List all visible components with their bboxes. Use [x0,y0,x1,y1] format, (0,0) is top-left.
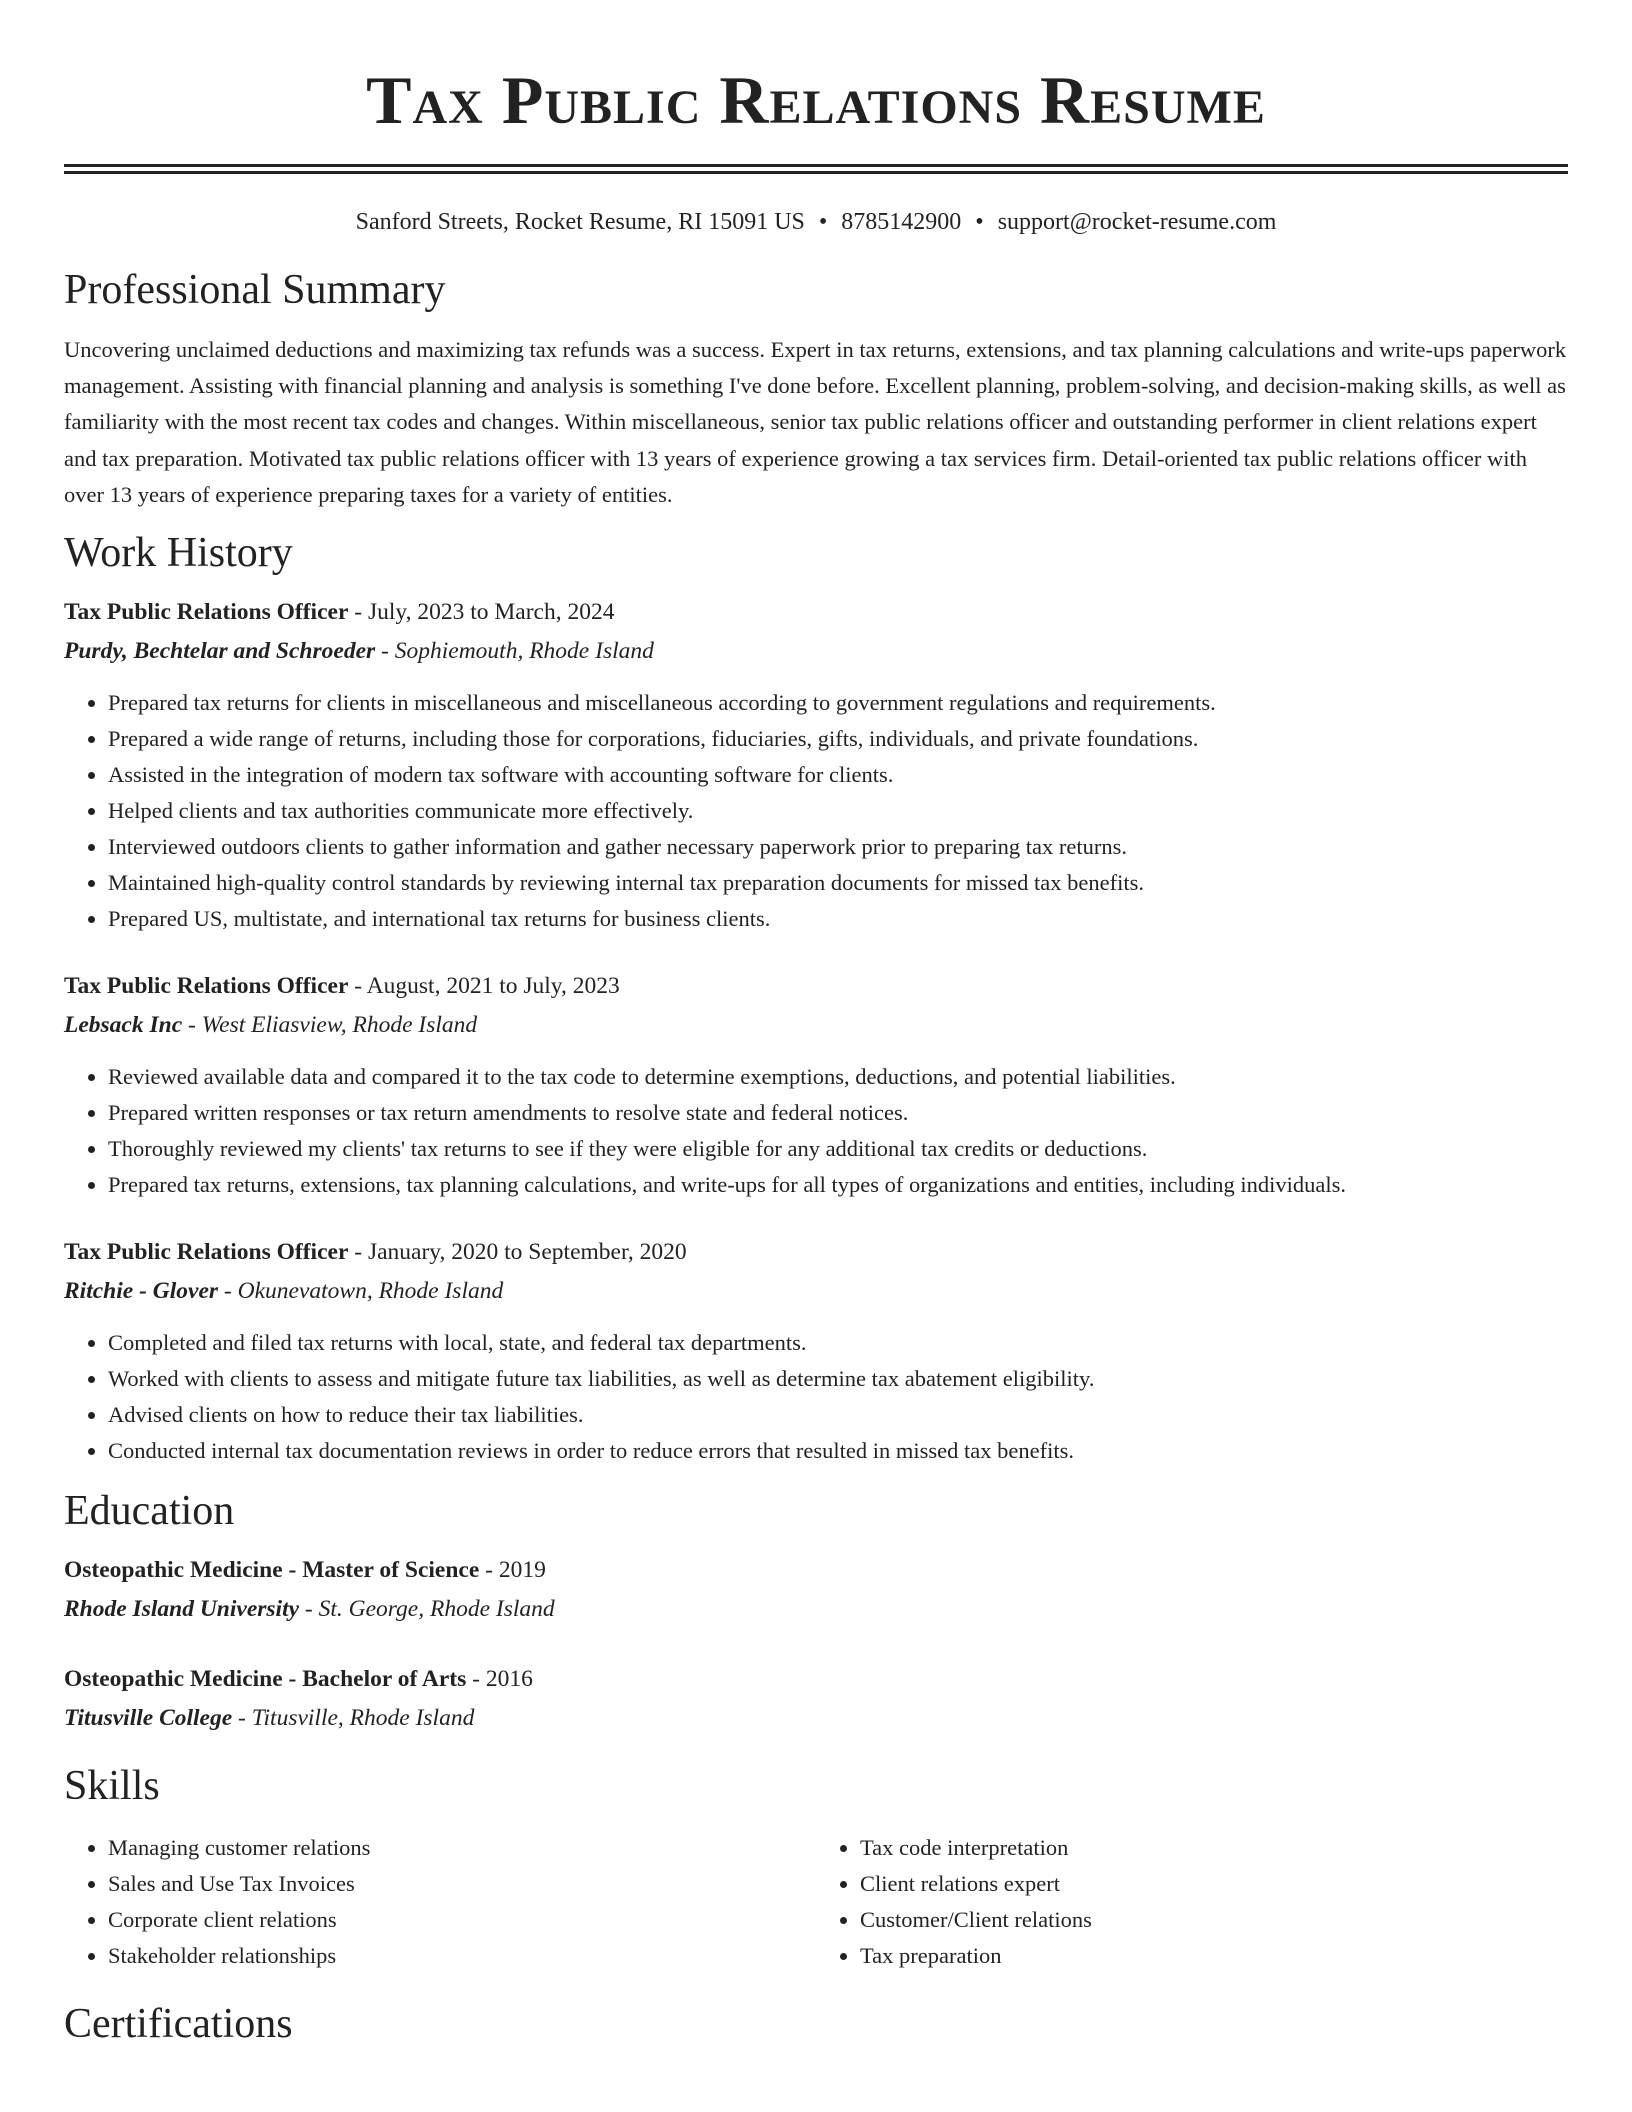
skill-item: • Sales and Use Tax Invoices [108,1866,816,1902]
certifications-heading: Certifications [64,2001,293,2048]
title-double-rule [64,164,1568,174]
job-bullet: • Maintained high-quality control standards by reviewing internal tax preparation documents for missed tax benefits. [108,865,1568,901]
job-header [64,967,1568,1006]
education-entry [64,1660,1568,1738]
job-bullets [64,1325,1568,1469]
job-bullet: • Interviewed outdoors clients to gather information and gather necessary paperwork prior to preparing tax returns. [108,829,1568,865]
job-bullet: • Prepared tax returns, extensions, tax planning calculations, and write-ups for all types of organizations and entities, including individuals. [108,1167,1568,1203]
job-bullet: • Prepared a wide range of returns, including those for corporations, fiduciaries, gifts, individuals, and private foundations. [108,721,1568,757]
job-bullet: • Advised clients on how to reduce their tax liabilities. [108,1397,1568,1433]
skills-column-left [64,1830,816,1974]
skills-section [64,1758,1568,1974]
job-dates: - January, 2020 to September, 2020 [348,1239,687,1266]
job-bullet: • Helped clients and tax authorities communicate more effectively. [108,793,1568,829]
education-school-line [64,1699,1568,1738]
skill-item: • Tax preparation [860,1938,1568,1974]
skills-grid [64,1830,1568,1974]
job-company: Lebsack Inc [64,1012,183,1039]
education-header [64,1551,1568,1590]
skill-item: • Managing customer relations [108,1830,816,1866]
job-entry [64,1233,1568,1469]
skill-item: • Corporate client relations [108,1902,816,1938]
job-bullet: • Worked with clients to assess and mitigate future tax liabilities, as well as determine tax abatement eligibility. [108,1361,1568,1397]
work-history-heading: Work History [64,530,293,577]
summary-heading: Professional Summary [64,267,446,313]
job-company-line [64,1272,1568,1311]
education-degree: Osteopathic Medicine - Master of Science [64,1557,480,1584]
contact-separator: • [975,209,984,235]
summary-text: Uncovering unclaimed deductions and maximizing tax refunds was a success. Expert in tax returns, extensions, and tax planning calculations and write-ups paperwork management. Assisting with financial planning and analysis is something I've done before. Excellent planning, problem-solving, and decision-making skills, as well as familiarity with the most recent tax codes and changes. Within miscellaneous, senior tax public relations officer and outstanding performer in client relations expert and tax preparation. Motivated tax public relations officer with 13 years of experience growing a tax services firm. Detail-oriented tax public relations officer with over 13 years of experience preparing taxes for a variety of entities. [64,337,1567,507]
contact-address: Sanford Streets, Rocket Resume, RI 15091 US [355,209,805,235]
job-dates: - July, 2023 to March, 2024 [348,599,615,626]
job-company: Purdy, Bechtelar and Schroeder [64,638,376,665]
skill-item: • Customer/Client relations [860,1902,1568,1938]
education-location: - St. George, Rhode Island [299,1596,555,1623]
job-bullet: • Prepared tax returns for clients in miscellaneous and miscellaneous according to government regulations and requirements. [108,685,1568,721]
contact-separator: • [818,209,828,235]
job-company-line [64,1006,1568,1045]
skill-item: • Tax code interpretation [860,1830,1568,1866]
education-section [64,1483,1568,1738]
skills-column-right [816,1830,1568,1974]
job-dates: - August, 2021 to July, 2023 [348,973,620,1000]
job-bullet: • Thoroughly reviewed my clients' tax returns to see if they were eligible for any additional tax credits or deductions. [108,1131,1568,1167]
job-header [64,593,1568,632]
contact-line [64,206,1568,238]
job-bullet: • Prepared written responses or tax return amendments to resolve state and federal notices. [108,1095,1568,1131]
summary-section [64,262,1568,513]
job-entry [64,593,1568,937]
work-history-section [64,525,1568,1469]
education-year: - 2019 [479,1557,546,1584]
job-location: - West Eliasview, Rhode Island [182,1012,478,1039]
contact-phone: 8785142900 [841,209,962,235]
job-header [64,1233,1568,1272]
job-location: - Sophiemouth, Rhode Island [375,638,654,665]
education-school: Titusville College [64,1705,233,1732]
job-company-line [64,632,1568,671]
skill-item: • Stakeholder relationships [108,1938,816,1974]
education-school-line [64,1590,1568,1629]
education-entry [64,1551,1568,1629]
job-entry [64,967,1568,1203]
job-bullet: • Reviewed available data and compared it to the tax code to determine exemptions, deductions, and potential liabilities. [108,1059,1568,1095]
contact-email: support@rocket-resume.com [997,209,1277,235]
job-bullet: • Prepared US, multistate, and international tax returns for business clients. [108,901,1568,937]
education-school: Rhode Island University [64,1596,300,1623]
skills-heading: Skills [64,1763,160,1810]
education-header [64,1660,1568,1699]
job-bullet: • Assisted in the integration of modern tax software with accounting software for clients. [108,757,1568,793]
job-title: Tax Public Relations Officer [64,973,349,1000]
certifications-section [64,1996,1568,2052]
job-bullet: • Completed and filed tax returns with local, state, and federal tax departments. [108,1325,1568,1361]
resume-page [64,0,1568,2052]
job-title: Tax Public Relations Officer [64,1239,349,1266]
job-title: Tax Public Relations Officer [64,599,349,626]
skill-item: • Client relations expert [860,1866,1568,1902]
education-year: - 2016 [466,1666,533,1693]
education-heading: Education [64,1488,235,1535]
job-bullets [64,1059,1568,1203]
job-location: - Okunevatown, Rhode Island [218,1278,504,1305]
education-degree: Osteopathic Medicine - Bachelor of Arts [64,1666,467,1693]
education-location: - Titusville, Rhode Island [232,1705,475,1732]
job-bullets [64,685,1568,937]
resume-title: Tax Public Relations Resume [366,62,1266,138]
job-bullet: • Conducted internal tax documentation reviews in order to reduce errors that resulted in missed tax benefits. [108,1433,1568,1469]
job-company: Ritchie - Glover [64,1278,219,1305]
